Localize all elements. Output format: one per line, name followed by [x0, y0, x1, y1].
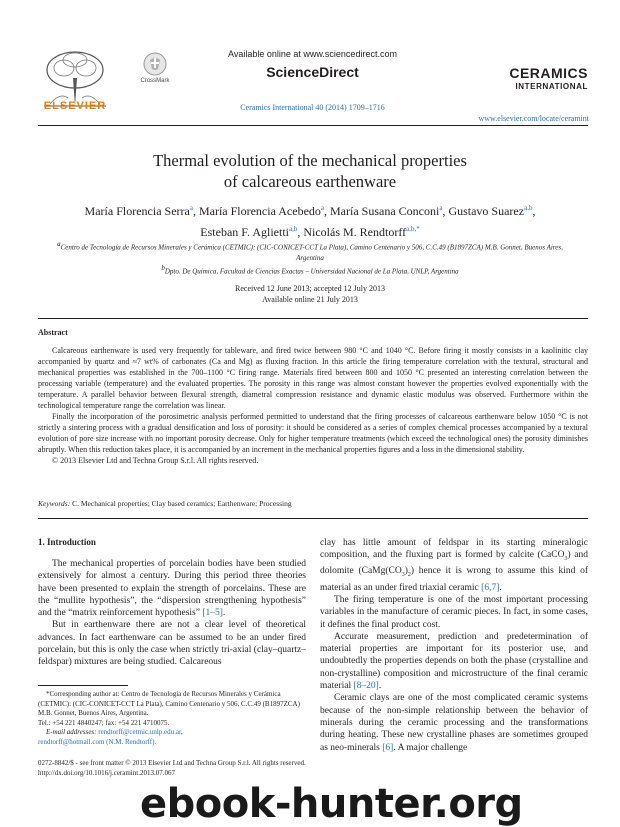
journal-logo: [488, 66, 588, 91]
author-list: María Florencia Serra$^a$, María Florencia Acebedo$^a$, María Susana Conconi$^a$, Gustavo Suarez$^{a,b}$, Esteban F. Aglietti$^{a,b}$, Nicolás M. Rendtorff$^{a,b,*}$: [84, 204, 536, 239]
intro-paragraph-5: Accurate measurement, prediction and predetermination of material properties are important for its posterior use, and undoubtedly the properties depends on both the phase (crystalline and non-crystalline) composition and microstructure of the final ceramic material [8–20].: [320, 631, 588, 692]
email-link[interactable]: rendtorff@cetmic.unlp.edu.ar: [98, 728, 182, 736]
affiliations: [45, 239, 575, 277]
crossmark-label: CrossMark: [140, 78, 170, 84]
journal-logo-line1: CERAMICS: [509, 65, 588, 81]
author[interactable]: Gustavo Suarez$^{a,b}$: [448, 204, 533, 218]
abstract-heading: Abstract: [38, 328, 68, 337]
journal-citation[interactable]: Ceramics International 40 (2014) 1709–1716: [240, 103, 385, 112]
watermark-text: ebook-hunter.org: [140, 781, 523, 827]
intro-paragraph-2: But in earthenware there are not a clear level of theoretical advances. In fact earthenware can be assumed to be an under fired porcelain, but this is only the case when strictly tri-axial (clay–quartz–feldspar) mixtures are being studied. Calcareous: [38, 620, 306, 668]
citation-link[interactable]: [8–20]: [353, 681, 379, 692]
author[interactable]: María Florencia Acebedo$^a$: [198, 204, 325, 218]
received-date: Received 12 June 2013; accepted 12 July 2013: [235, 284, 385, 293]
keywords: [38, 499, 588, 508]
footnote-emails: E-mail addresses: rendtorff@cetmic.unlp.edu.ar,: [46, 728, 183, 736]
footnote-address: *Corresponding author at: Centro de Tecnología de Recursos Minerales y Cerámica (CETMIC): (CIC-CONICET-CCT La Plata), Camino Centenario y 506, C.C.49 (B1897ZCA) M.B. Gonnet, Buenos Aires, Argentina.: [38, 690, 300, 717]
abstract-body: [38, 345, 588, 466]
abstract-paragraph-2: Finally the incorporation of the porosimetric analysis performed permitted to understand that the firing processes of calcareous earthenware below 1050 °C is not strictly a sintering process with a gradual densification and loss of porosity: it should be considered as a series of complex chemical processes accompanied by a textural evolution of pore size increase with no important porosity decrease. Only for higher temperature treatments (which exceed the technological ones) the porosity diminishes abruptly. When this reduction takes place, it is accompanied by an increment in the mechanical properties figures and a loss in the dimensional stability.: [38, 412, 588, 454]
corresponding-author-footnote: [38, 690, 306, 747]
abstract-bottom-rule: [38, 518, 588, 519]
abstract-top-rule: [38, 318, 588, 319]
header-rule: [38, 125, 588, 126]
abstract-paragraph-1: Calcareous earthenware is used very frequently for tableware, and fired twice between 980 °C and 1040 °C. Before firing it mostly consists in a kaolinitic clay accompanied by quartz and ≈7 wt% of carbonates (Ca and Mg) as fluxing fraction. In this article the firing temperature correlation with the textural, structural and mechanical properties was established in the 700–1100 °C firing range. Materials fired between 800 and 1050 °C presented an interesting correlation between the processing variable (temperature) and the evaluated properties. The porosity in this range was almost constant however the properties evolved exponentially with the temperature. A parallel behavior between flexural strength, diametral compression resistance and dynamic elastic modulus was observed. Furthermore within the technological temperature range the correlation was linear.: [38, 346, 588, 410]
section-heading-introduction: 1. Introduction: [38, 537, 96, 547]
citation-link[interactable]: [6]: [382, 742, 394, 753]
available-online-text: Available online at www.sciencedirect.com: [228, 49, 397, 59]
footnote-rule: [38, 685, 128, 686]
intro-paragraph-4: The firing temperature is one of the most important processing variables in the manufacture of ceramic pieces. In fact, in some cases, it defines the final product cost.: [320, 594, 588, 630]
issn-line: 0272-8842/$ - see front matter © 2013 Elsevier Ltd and Techna Group S.r.l. All rights reserved.: [38, 759, 306, 767]
title-line-2: of calcareous earthenware: [223, 172, 397, 191]
footnote-tel: Tel.: +54 221 4840247; fax: +54 221 4710075.: [38, 718, 170, 727]
available-date: Available online 21 July 2013: [262, 295, 358, 304]
title-line-1: Thermal evolution of the mechanical properties: [153, 151, 467, 170]
article-title: [60, 150, 560, 192]
intro-paragraph-3: clay has little amount of feldspar in its starting mineralogic composition, and the fluxing part is formed by calcite (CaCO$_3$) and dolomite $(CaMg(CO_3)_2)$ hence it is wrong to assume this kind of material as an under fired triaxial ceramic [6,7].: [320, 538, 588, 593]
author[interactable]: Esteban F. Aglietti$^{a,b}$: [200, 225, 298, 239]
author[interactable]: Nicolás M. Rendtorff$^{a,b,*}$: [303, 225, 420, 239]
sciencedirect-logo: ScienceDirect: [266, 64, 359, 80]
email-link[interactable]: rendtorff@hotmail.com (N.M. Rendtorff).: [38, 737, 157, 746]
keywords-label: Keywords:: [38, 499, 71, 508]
journal-url-link[interactable]: www.elsevier.com/locate/ceramint: [478, 114, 589, 123]
publisher-name: ELSEVIER: [43, 100, 107, 112]
citation-link[interactable]: [1–5]: [202, 608, 223, 619]
keywords-value: C. Mechanical properties; Clay based ceramics; Earthenware; Processing: [72, 499, 292, 508]
affiliation-a: $^a$Centro de Tecnología de Recursos Minerales y Cerámica (CETMIC): (CIC-CONICET-CCT La Plata), Camino Centenario y 506, C.C.49 (B1897ZCA) M.B. Gonnet, Buenos Aires, Argentina: [57, 240, 563, 262]
left-column: [38, 558, 306, 669]
crossmark-icon[interactable]: [143, 52, 167, 76]
right-column: [320, 537, 588, 754]
article-dates: [45, 283, 575, 305]
abstract-copyright: © 2013 Elsevier Ltd and Techna Group S.r.l. All rights reserved.: [52, 456, 259, 465]
affiliation-b: $^b$Dpto. De Química, Facultad de Ciencias Exactas – Universidad Nacional de La Plata, UNLP, Argentina: [161, 264, 459, 276]
journal-logo-line2: INTERNATIONAL: [515, 82, 588, 91]
citation-link[interactable]: [6,7]: [481, 582, 500, 593]
bottom-publication-info: [38, 759, 438, 778]
intro-paragraph-1: The mechanical properties of porcelain bodies have been studied extensively for almost a century. During this period three theories have been presented to explain the strength of porcelains. These are the “mullite hypothesis”, the “dispersion strengthening hypothesis” and the “matrix reinforcement hypothesis” [1–5].: [38, 559, 306, 619]
doi-line[interactable]: http://dx.doi.org/10.1016/j.ceramint.2013.07.067: [38, 768, 175, 777]
author[interactable]: María Susana Conconi$^a$: [330, 204, 443, 218]
intro-paragraph-6: Ceramic clays are one of the most complicated ceramic systems because of the non-simple relationship between the behavior of minerals during the ceramic processing and the transformations during heating. These new crystalline phases are sometimes grouped as neo-minerals [6]. A major challenge: [320, 693, 588, 753]
author[interactable]: María Florencia Serra$^a$: [84, 204, 193, 218]
